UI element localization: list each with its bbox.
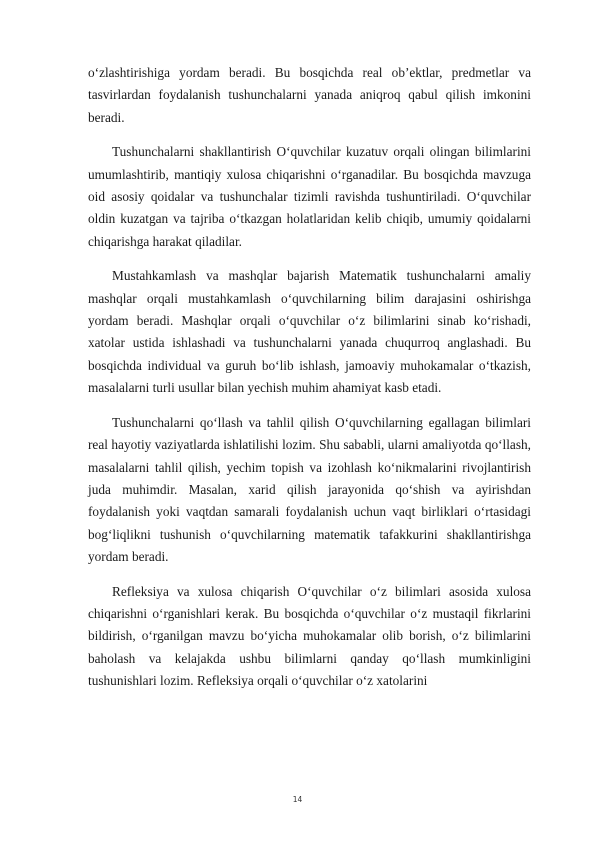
paragraph-3: Mustahkamlash va mashqlar bajarish Matematik tushunchalarni amaliy mashqlar orqali mustahkamlash o‘quvchilarning bilim darajasini oshirishga yordam beradi. Mashqlar orqali o‘quvchilar o‘z bilimlarini sinab ko‘rishadi, xatolar ustida ishlashadi va tushunchalarni yanada chuqurroq anglashadi. Bu bosqichda individual va guruh bo‘lib ishlash, jamoaviy muhokamalar o‘tkazish, masalalarni turli usullar bilan yechish muhim ahamiyat kasb etadi. bbox=[88, 268, 531, 396]
paragraph-1: o‘zlashtirishiga yordam beradi. Bu bosqichda real ob’ektlar, predmetlar va tasvirlardan foydalanish tushunchalarni yanada aniqroq qabul qilish imkonini beradi. bbox=[88, 65, 531, 125]
paragraph-4: Tushunchalarni qo‘llash va tahlil qilish O‘quvchilarning egallagan bilimlari real hayotiy vaziyatlarda ishlatilishi lozim. Shu sababli, ularni amaliyotda qo‘llash, masalalarni tahlil qilish, yechim topish va izohlash ko‘nikmalarini rivojlantirish juda muhimdir. Masalan, xarid qilish jarayonida qo‘shish va ayirishdan foydalanish yoki vaqtdan samarali foydalanish uchun vaqt birliklari o‘rtasidagi bog‘liqlikni tushunish o‘quvchilarning matematik tafakkurini shakllantirishga yordam beradi. bbox=[88, 414, 531, 565]
paragraph-2: Tushunchalarni shakllantirish O‘quvchilar kuzatuv orqali olingan bilimlarini umumlashtirib, mantiqiy xulosa chiqarishni o‘rganadilar. Bu bosqichda mavzuga oid asosiy qoidalar va tushunchalar tizimli ravishda tushuntiriladi. O‘quvchilar oldin kuzatgan va tajriba o‘tkazgan holatlaridan kelib chiqib, umumiy qoidalarni chiqarishga harakat qiladilar. bbox=[88, 144, 531, 249]
page-number: 14 bbox=[292, 795, 303, 804]
paragraph-5: Refleksiya va xulosa chiqarish O‘quvchilar o‘z bilimlari asosida xulosa chiqarishni o‘rganishlari kerak. Bu bosqichda o‘quvchilar o‘z mustaqil fikrlarini bildirish, o‘rganilgan mavzu bo‘yicha muhokamalar olib borish, o‘z bilimlarini baholash va kelajakda ushbu bilimlarni qanday qo‘llash mumkinligini tushunishlari lozim. Refleksiya orqali o‘quvchilar o‘z xatolarini bbox=[88, 583, 531, 689]
body-text bbox=[88, 62, 531, 693]
